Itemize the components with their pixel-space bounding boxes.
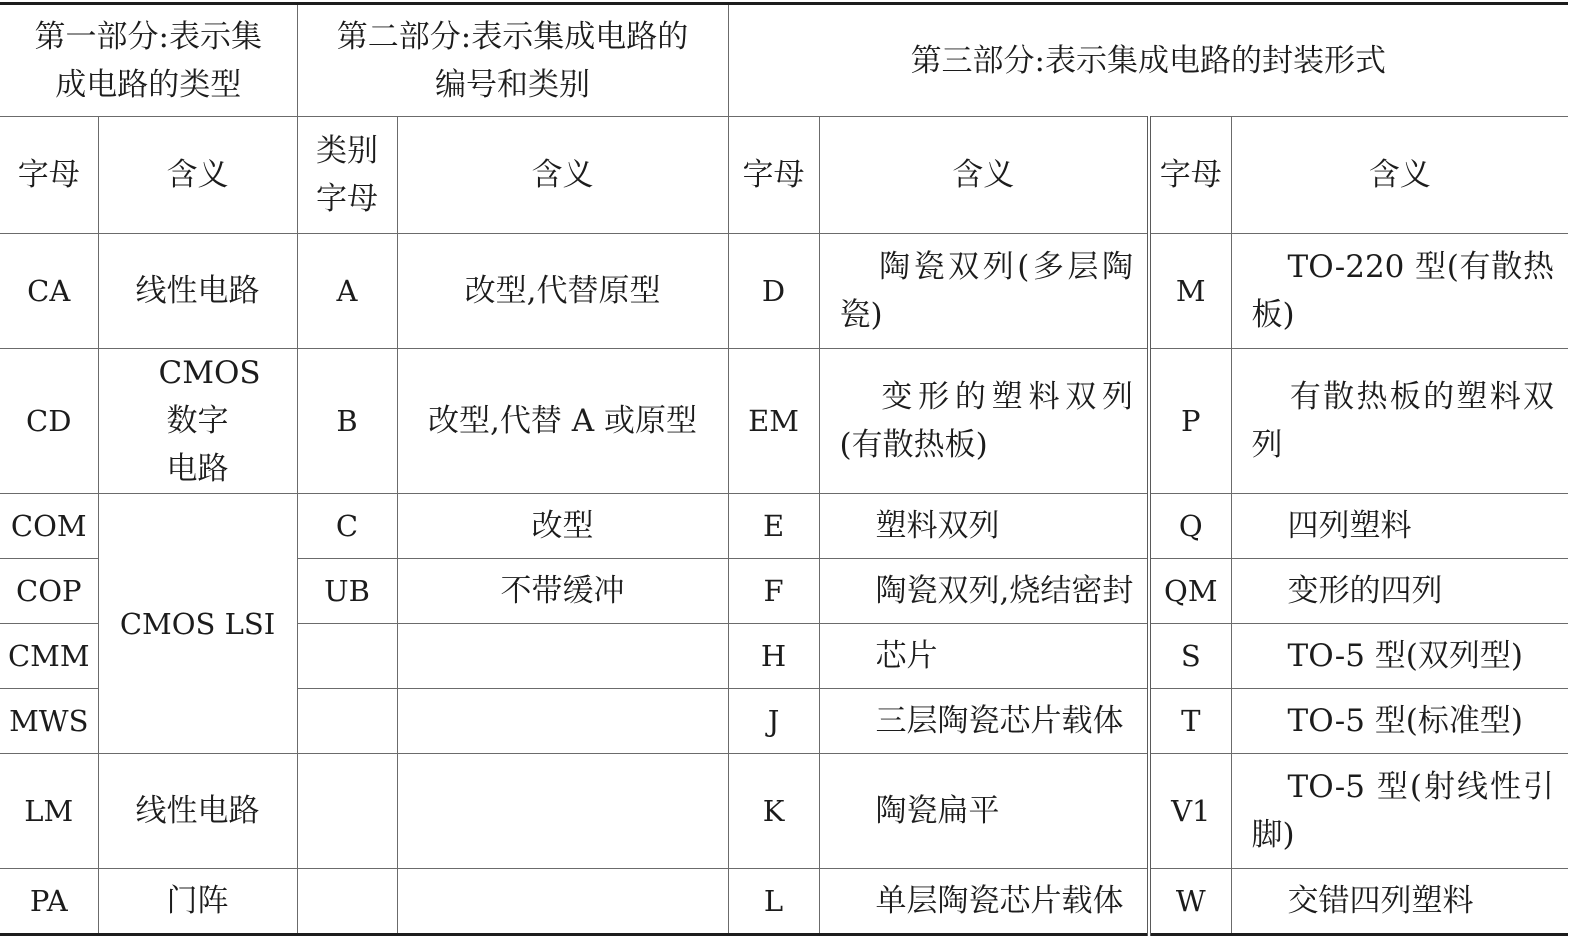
package-meaning (819, 869, 1149, 935)
subheader-meaning-2: 含义 (397, 117, 728, 234)
package-meaning-text: 塑料双列 (875, 508, 1000, 544)
type-meaning: CMOS LSI (98, 494, 297, 754)
category-letter (297, 754, 397, 869)
package-letter: D (728, 234, 819, 349)
package-meaning-right-text: TO-5 型(标准型) (1287, 703, 1523, 739)
package-meaning-right-text: 交错四列塑料 (1287, 883, 1474, 919)
type-letter: PA (0, 869, 98, 935)
package-meaning-right (1231, 869, 1568, 935)
package-meaning-right (1231, 234, 1568, 349)
subheader-letter-4: 字母 (1149, 117, 1231, 234)
package-letter-right: QM (1149, 559, 1231, 624)
package-meaning-right-text: TO-5 型(射线性引脚) (1251, 769, 1555, 853)
subheader-letter-3: 字母 (728, 117, 819, 234)
package-meaning (819, 689, 1149, 754)
package-meaning-right (1231, 624, 1568, 689)
type-letter: CA (0, 234, 98, 349)
package-meaning-text: 三层陶瓷芯片载体 (875, 703, 1124, 739)
package-meaning (819, 754, 1149, 869)
table-row (0, 349, 1568, 494)
package-meaning-text: 陶瓷双列(多层陶瓷) (839, 249, 1134, 333)
package-meaning-right (1231, 559, 1568, 624)
package-letter-right: P (1149, 349, 1231, 494)
category-letter (297, 624, 397, 689)
type-meaning: CMOS 数字电路 (98, 349, 297, 494)
package-meaning-right (1231, 754, 1568, 869)
package-meaning-text: 单层陶瓷芯片载体 (875, 883, 1124, 919)
category-meaning: 改型,代替 A 或原型 (397, 349, 728, 494)
package-letter-right: M (1149, 234, 1231, 349)
type-meaning: 线性电路 (98, 754, 297, 869)
type-meaning: 线性电路 (98, 234, 297, 349)
category-letter: UB (297, 559, 397, 624)
category-letter: C (297, 494, 397, 559)
type-letter: LM (0, 754, 98, 869)
category-letter: A (297, 234, 397, 349)
package-meaning-right-text: 四列塑料 (1287, 508, 1412, 544)
header-part3: 第三部分:表示集成电路的封装形式 (728, 4, 1568, 117)
category-meaning: 改型,代替原型 (397, 234, 728, 349)
type-letter: COP (0, 559, 98, 624)
subheader-row (0, 117, 1568, 234)
package-letter: E (728, 494, 819, 559)
subheader-letter-1: 字母 (0, 117, 98, 234)
header-row (0, 4, 1568, 117)
type-letter: COM (0, 494, 98, 559)
package-letter-right: W (1149, 869, 1231, 935)
header-part1: 第一部分:表示集成电路的类型 (0, 4, 297, 117)
package-meaning-right (1231, 494, 1568, 559)
package-meaning-right-text: TO-220 型(有散热板) (1251, 249, 1555, 333)
package-letter: J (728, 689, 819, 754)
subheader-meaning-3: 含义 (819, 117, 1149, 234)
type-letter: CMM (0, 624, 98, 689)
category-meaning: 改型 (397, 494, 728, 559)
package-letter: K (728, 754, 819, 869)
type-letter: MWS (0, 689, 98, 754)
package-meaning (819, 349, 1149, 494)
package-letter-right: S (1149, 624, 1231, 689)
category-letter (297, 689, 397, 754)
table-row (0, 754, 1568, 869)
header-part2: 第二部分:表示集成电路的编号和类别 (297, 4, 728, 117)
subheader-meaning-4: 含义 (1231, 117, 1568, 234)
package-letter-right: V1 (1149, 754, 1231, 869)
package-letter-right: Q (1149, 494, 1231, 559)
package-letter: L (728, 869, 819, 935)
package-letter: EM (728, 349, 819, 494)
package-meaning-right-text: 变形的四列 (1287, 573, 1443, 609)
package-letter-right: T (1149, 689, 1231, 754)
package-meaning-text: 陶瓷双列,烧结密封 (875, 573, 1134, 609)
category-meaning: 不带缓冲 (397, 559, 728, 624)
type-letter: CD (0, 349, 98, 494)
package-meaning-right (1231, 689, 1568, 754)
package-meaning-right-text: 有散热板的塑料双列 (1251, 379, 1555, 463)
subheader-category-letter: 类别字母 (297, 117, 397, 234)
package-meaning (819, 624, 1149, 689)
ic-naming-table (0, 2, 1568, 936)
package-meaning (819, 234, 1149, 349)
type-meaning: 门阵 (98, 869, 297, 935)
package-meaning-right-text: TO-5 型(双列型) (1287, 638, 1523, 674)
package-meaning-right (1231, 349, 1568, 494)
category-meaning (397, 624, 728, 689)
package-letter: F (728, 559, 819, 624)
package-meaning (819, 559, 1149, 624)
table-row (0, 234, 1568, 349)
package-letter: H (728, 624, 819, 689)
category-letter (297, 869, 397, 935)
category-meaning (397, 869, 728, 935)
package-meaning-text: 芯片 (875, 638, 938, 674)
table-row (0, 494, 1568, 559)
category-letter: B (297, 349, 397, 494)
table-row (0, 869, 1568, 935)
subheader-meaning-1: 含义 (98, 117, 297, 234)
category-meaning (397, 754, 728, 869)
category-meaning (397, 689, 728, 754)
package-meaning-text: 变形的塑料双列(有散热板) (839, 379, 1134, 463)
package-meaning-text: 陶瓷扁平 (875, 793, 1000, 829)
package-meaning (819, 494, 1149, 559)
